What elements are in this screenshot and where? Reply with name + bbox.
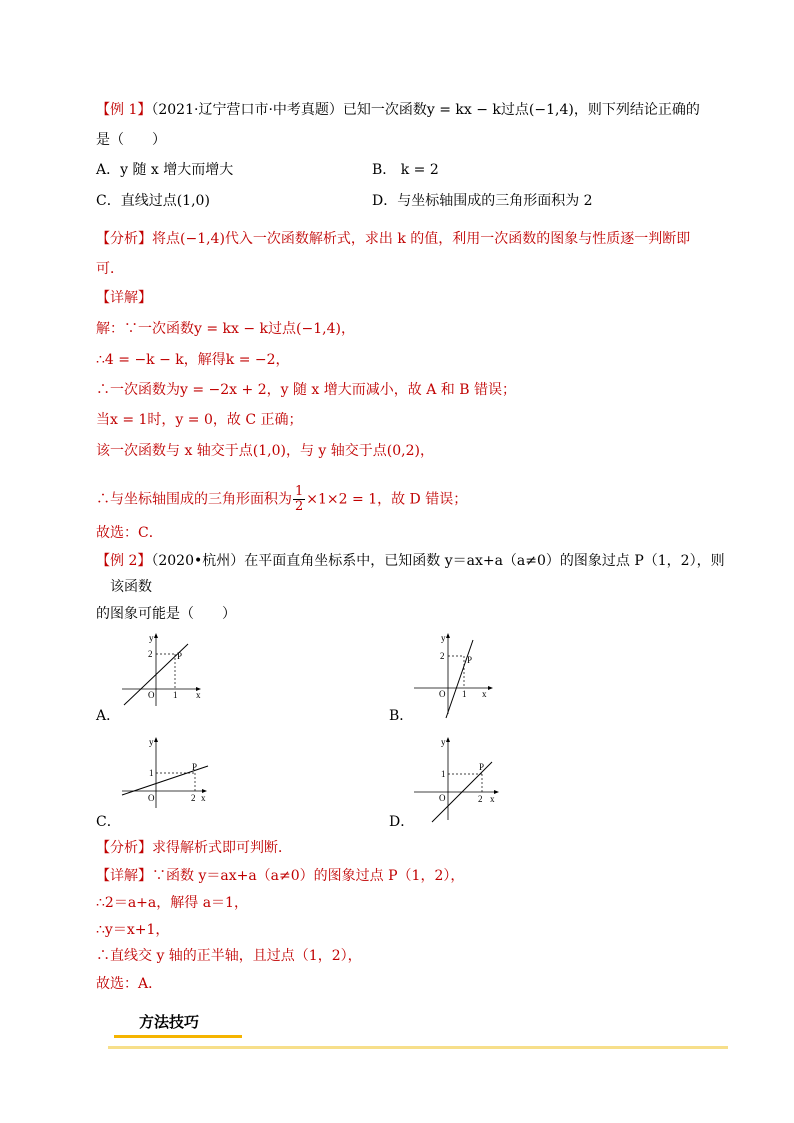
example-1-step-6 (96, 485, 467, 514)
origin-label: O (439, 689, 446, 699)
analysis-tag: 【分析】 (96, 840, 152, 856)
example-2-detail (96, 866, 464, 886)
example-2-option-c: C． (96, 814, 121, 830)
tick-2: 2 (478, 794, 483, 804)
example-1-answer: 故选：C． (96, 525, 163, 541)
example-2-detail-3: ∴y＝x+1， (96, 922, 170, 938)
y-axis-label: y (149, 737, 154, 747)
example-2-analysis (96, 838, 292, 858)
example-2-detail-4: ∴直线交 y 轴的正半轴，且过点（1，2）， (96, 948, 362, 964)
detail-tag: 【详解】 (96, 868, 152, 884)
example-1-step-1: 解：∵一次函数y = kx − k过点(−1,4)， (96, 321, 355, 337)
fraction-one-half (293, 485, 305, 514)
example-1-line2: 是（ ） (96, 132, 166, 148)
example-2-line2: 的图象可能是（ ） (96, 606, 236, 622)
example-1-option-d: D．与坐标轴围成的三角形面积为 2 (372, 193, 593, 209)
point-p-label: P (192, 762, 198, 772)
step-6-prefix: ∴与坐标轴围成的三角形面积为 (96, 491, 292, 508)
example-1-step-5: 该一次函数与 x 轴交于点(1,0)，与 y 轴交于点(0,2)， (96, 443, 434, 459)
example-1-analysis-cont: 可． (96, 261, 124, 277)
analysis-text: 将点(−1,4)代入一次函数解析式，求出 k 的值，利用一次函数的图象与性质逐一判断即 (152, 231, 691, 247)
step-6-suffix: ×1×2 = 1，故 D 错误； (306, 491, 468, 508)
example-1-option-c: C．直线过点(1,0) (96, 193, 210, 209)
graph-option-b (410, 630, 510, 724)
analysis-tag: 【分析】 (96, 231, 152, 247)
tick-1: 1 (173, 690, 178, 700)
section-title-underline (114, 1035, 242, 1038)
example-1-option-b: B． k = 2 (372, 162, 439, 178)
origin-label: O (148, 690, 155, 700)
origin-label: O (439, 793, 446, 803)
example-1-line1: （2021·辽宁营口市·中考真题）已知一次函数y = kx − k过点(−1,4)，则下列结论正确的 (151, 102, 700, 118)
example-1-option-a: A．y 随 x 增大而增大 (96, 162, 234, 178)
example-2-answer: 故选：A． (96, 976, 163, 992)
point-p-label: P (479, 762, 485, 772)
x-axis-label: x (201, 793, 206, 803)
tick-2: 2 (191, 793, 196, 803)
graph-option-a (118, 630, 218, 714)
graph-option-d (410, 734, 510, 828)
example-2-detail-2: ∴2＝a+a，解得 a＝1， (96, 895, 248, 911)
detail-line-1: ∵函数 y＝ax+a（a≠0）的图象过点 P（1，2）， (152, 868, 465, 884)
example-2-option-a: A． (96, 708, 121, 724)
tick-2: 2 (148, 649, 153, 659)
y-axis-label: y (149, 633, 154, 643)
example-2-tag: 【例 2】 (96, 553, 152, 569)
tick-1: 1 (462, 689, 467, 699)
tick-1: 1 (441, 769, 446, 779)
example-2-option-b: B． (389, 708, 414, 724)
example-1-step-2: ∴4 = −k − k，解得k = −2， (96, 352, 290, 368)
example-1-step-4: 当x = 1时，y = 0，故 C 正确； (96, 412, 303, 428)
graph-option-c (118, 734, 218, 816)
example-2-line1b: 该函数 (110, 579, 152, 595)
point-p-label: P (177, 651, 183, 661)
section-divider (108, 1046, 728, 1049)
example-2-question (96, 551, 725, 571)
section-title: 方法技巧 (139, 1013, 200, 1031)
example-1-question (96, 100, 700, 120)
x-axis-label: x (482, 689, 487, 699)
example-2-option-d: D． (389, 814, 415, 830)
analysis-text: 求得解析式即可判断． (152, 840, 292, 856)
example-1-detail-tag: 【详解】 (96, 290, 152, 306)
y-axis-label: y (441, 633, 446, 643)
example-1-tag: 【例 1】 (96, 102, 152, 118)
point-p-label: P (467, 655, 473, 665)
tick-2: 2 (440, 651, 445, 661)
x-axis-label: x (196, 690, 201, 700)
origin-label: O (148, 793, 155, 803)
tick-1: 1 (149, 768, 154, 778)
fraction-numerator: 1 (295, 484, 304, 499)
example-1-step-3: ∴一次函数为y = −2x + 2，y 随 x 增大而减小，故 A 和 B 错误； (96, 382, 516, 398)
y-axis-label: y (441, 737, 446, 747)
example-1-analysis (96, 229, 690, 249)
x-axis-label: x (490, 794, 495, 804)
example-2-line1: （2020•杭州）在平面直角坐标系中，已知函数 y＝ax+a（a≠0）的图象过点 P（1，2），则 (151, 553, 725, 569)
fraction-denominator: 2 (295, 499, 304, 514)
